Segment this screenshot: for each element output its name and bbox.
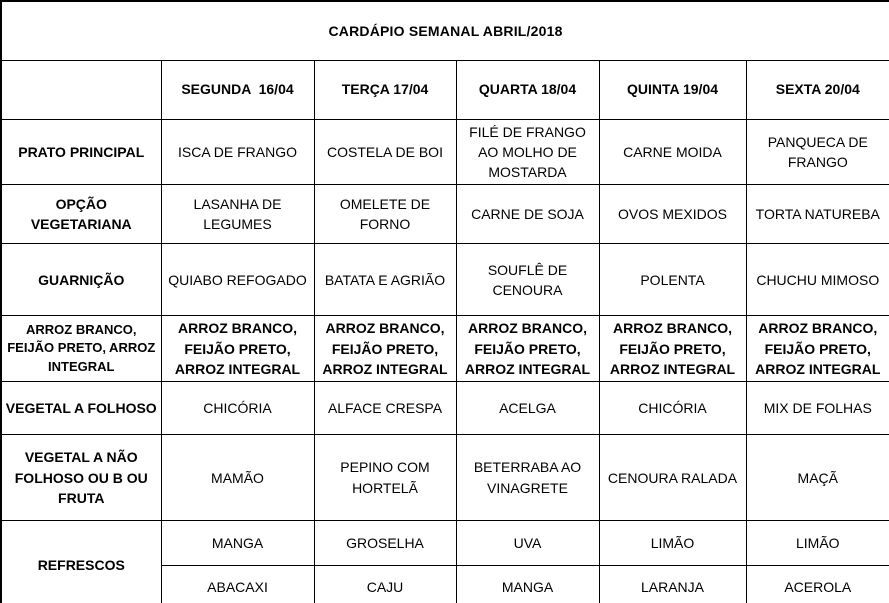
menu-cell: OVOS MEXIDOS [599, 185, 746, 244]
menu-cell: CARNE MOIDA [599, 119, 746, 185]
menu-cell: ARROZ BRANCO, FEIJÃO PRETO, ARROZ INTEGRAL [314, 316, 456, 382]
menu-cell: PANQUECA DE FRANGO [746, 119, 889, 185]
menu-cell: CHICÓRIA [161, 382, 314, 435]
menu-cell: LIMÃO [599, 521, 746, 566]
menu-cell: ISCA DE FRANGO [161, 119, 314, 185]
row-label: VEGETAL A NÃO FOLHOSO OU B OU FRUTA [1, 435, 161, 521]
row-label: GUARNIÇÃO [1, 244, 161, 316]
menu-cell: POLENTA [599, 244, 746, 316]
menu-cell: MAÇÃ [746, 435, 889, 521]
menu-cell: LIMÃO [746, 521, 889, 566]
corner-cell [1, 60, 161, 119]
menu-cell: ABACAXI [161, 566, 314, 603]
row-arroz-feijao [1, 316, 889, 382]
menu-cell: MANGA [161, 521, 314, 566]
menu-cell: CARNE DE SOJA [456, 185, 599, 244]
menu-cell: GROSELHA [314, 521, 456, 566]
title-row [1, 1, 889, 60]
menu-cell: CHICÓRIA [599, 382, 746, 435]
menu-cell: LASANHA DE LEGUMES [161, 185, 314, 244]
menu-cell: FILÉ DE FRANGO AO MOLHO DE MOSTARDA [456, 119, 599, 185]
menu-cell: BATATA E AGRIÃO [314, 244, 456, 316]
menu-cell: COSTELA DE BOI [314, 119, 456, 185]
row-label: VEGETAL A FOLHOSO [1, 382, 161, 435]
menu-cell: ARROZ BRANCO, FEIJÃO PRETO, ARROZ INTEGRAL [746, 316, 889, 382]
menu-cell: ACEROLA [746, 566, 889, 603]
menu-cell: PEPINO COM HORTELÃ [314, 435, 456, 521]
day-header-sexta: SEXTA 20/04 [746, 60, 889, 119]
menu-cell: BETERRABA AO VINAGRETE [456, 435, 599, 521]
menu-cell: ARROZ BRANCO, FEIJÃO PRETO, ARROZ INTEGRAL [161, 316, 314, 382]
menu-cell: LARANJA [599, 566, 746, 603]
row-guarnicao [1, 244, 889, 316]
menu-cell: ARROZ BRANCO, FEIJÃO PRETO, ARROZ INTEGRAL [599, 316, 746, 382]
row-vegetal-nao-folhoso [1, 435, 889, 521]
menu-cell: MAMÃO [161, 435, 314, 521]
day-header-segunda: SEGUNDA 16/04 [161, 60, 314, 119]
menu-cell: TORTA NATUREBA [746, 185, 889, 244]
day-header-quinta: QUINTA 19/04 [599, 60, 746, 119]
menu-cell: SOUFLÊ DE CENOURA [456, 244, 599, 316]
row-label: OPÇÃO VEGETARIANA [1, 185, 161, 244]
row-label: PRATO PRINCIPAL [1, 119, 161, 185]
row-opcao-vegetariana [1, 185, 889, 244]
menu-cell: ALFACE CRESPA [314, 382, 456, 435]
menu-cell: CHUCHU MIMOSO [746, 244, 889, 316]
menu-cell: OMELETE DE FORNO [314, 185, 456, 244]
row-vegetal-folhoso [1, 382, 889, 435]
day-header-terca: TERÇA 17/04 [314, 60, 456, 119]
menu-cell: MIX DE FOLHAS [746, 382, 889, 435]
row-label: REFRESCOS [1, 521, 161, 603]
menu-cell: QUIABO REFOGADO [161, 244, 314, 316]
row-refrescos-1 [1, 521, 889, 566]
menu-cell: MANGA [456, 566, 599, 603]
day-header-row [1, 60, 889, 119]
menu-cell: ACELGA [456, 382, 599, 435]
row-prato-principal [1, 119, 889, 185]
menu-cell: CENOURA RALADA [599, 435, 746, 521]
menu-cell: UVA [456, 521, 599, 566]
day-header-quarta: QUARTA 18/04 [456, 60, 599, 119]
menu-cell: CAJU [314, 566, 456, 603]
row-label: ARROZ BRANCO, FEIJÃO PRETO, ARROZ INTEGRAL [1, 316, 161, 382]
menu-cell: ARROZ BRANCO, FEIJÃO PRETO, ARROZ INTEGRAL [456, 316, 599, 382]
page-title: CARDÁPIO SEMANAL ABRIL/2018 [1, 1, 889, 60]
